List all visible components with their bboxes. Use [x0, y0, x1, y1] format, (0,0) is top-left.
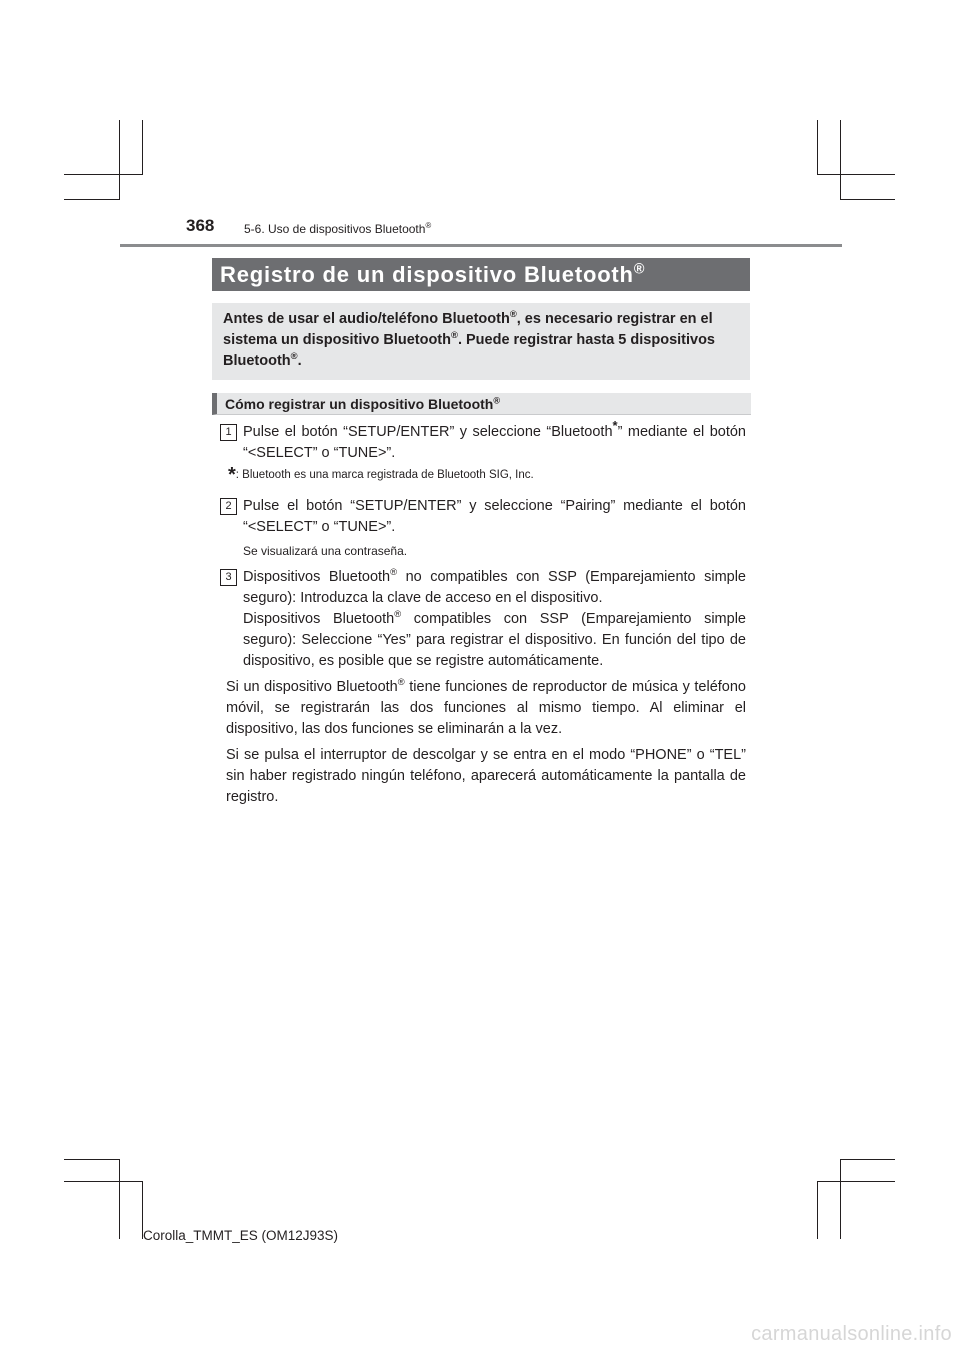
crop-mark [64, 1181, 142, 1182]
footnote: *: Bluetooth es una marca registrada de Bluetooth SIG, Inc. [228, 464, 534, 486]
watermark: carmanualsonline.info [751, 1323, 952, 1345]
crop-mark [817, 174, 895, 175]
paragraph: Si se pulsa el interruptor de descolgar y se entra en el modo “PHONE” o “TEL” sin haber registrado ningún teléfono, aparecerá automáticamente la pantalla de registro. [226, 747, 746, 805]
subheading: Cómo registrar un dispositivo Bluetooth® [212, 393, 751, 415]
paragraph: Si un dispositivo Bluetooth® tiene funciones de reproductor de música y teléfono móvil, se registrarán las dos funciones al mismo tiempo. Al eliminar el dispositivo, las dos funciones se eliminarán a la vez. [226, 676, 746, 737]
crop-mark [64, 174, 142, 175]
page-title: Registro de un dispositivo Bluetooth® [212, 258, 750, 291]
step-note: Se visualizará una contraseña. [243, 544, 408, 558]
crop-mark [119, 120, 120, 200]
page-number: 368 [186, 216, 215, 235]
footer-text: Corolla_TMMT_ES (OM12J93S) [143, 1228, 339, 1243]
step-text: Pulse el botón “SETUP/ENTER” y seleccione “Bluetooth*” mediante el botón “<SELECT” o “TUNE>”. [243, 418, 746, 461]
crop-mark [840, 1159, 895, 1160]
crop-mark [142, 120, 143, 175]
step-number: 1 [220, 424, 237, 441]
crop-mark [840, 1159, 841, 1239]
crop-mark [119, 1159, 120, 1239]
crop-mark [840, 199, 895, 200]
intro-box: Antes de usar el audio/teléfono Bluetooth®, es necesario registrar en el sistema un dispositivo Bluetooth®. Puede registrar hasta 5 dispositivos Bluetooth®. [212, 303, 750, 380]
step-number: 3 [220, 569, 237, 586]
step-text: Pulse el botón “SETUP/ENTER” y seleccione “Pairing” mediante el botón “<SELECT” o “TUNE>”. [243, 498, 746, 535]
crop-mark [817, 120, 818, 175]
section-header: 5-6. Uso de dispositivos Bluetooth® [244, 221, 432, 236]
crop-mark [64, 199, 119, 200]
crop-mark [817, 1181, 895, 1182]
crop-mark [840, 120, 841, 200]
crop-mark [64, 1159, 119, 1160]
step-text: Dispositivos Bluetooth® no compatibles con SSP (Emparejamiento simple seguro): Introduzca la clave de acceso en el dispositivo. Dispositivos Bluetooth® compatibles con SSP (Emparejamiento simple seguro): Seleccione “Yes” para registrar el dispositivo. En función del tipo de dispositivo, es posible que se registre automáticamente. [243, 566, 746, 669]
header-rule [120, 244, 842, 247]
crop-mark [817, 1181, 818, 1239]
step-number: 2 [220, 498, 237, 515]
